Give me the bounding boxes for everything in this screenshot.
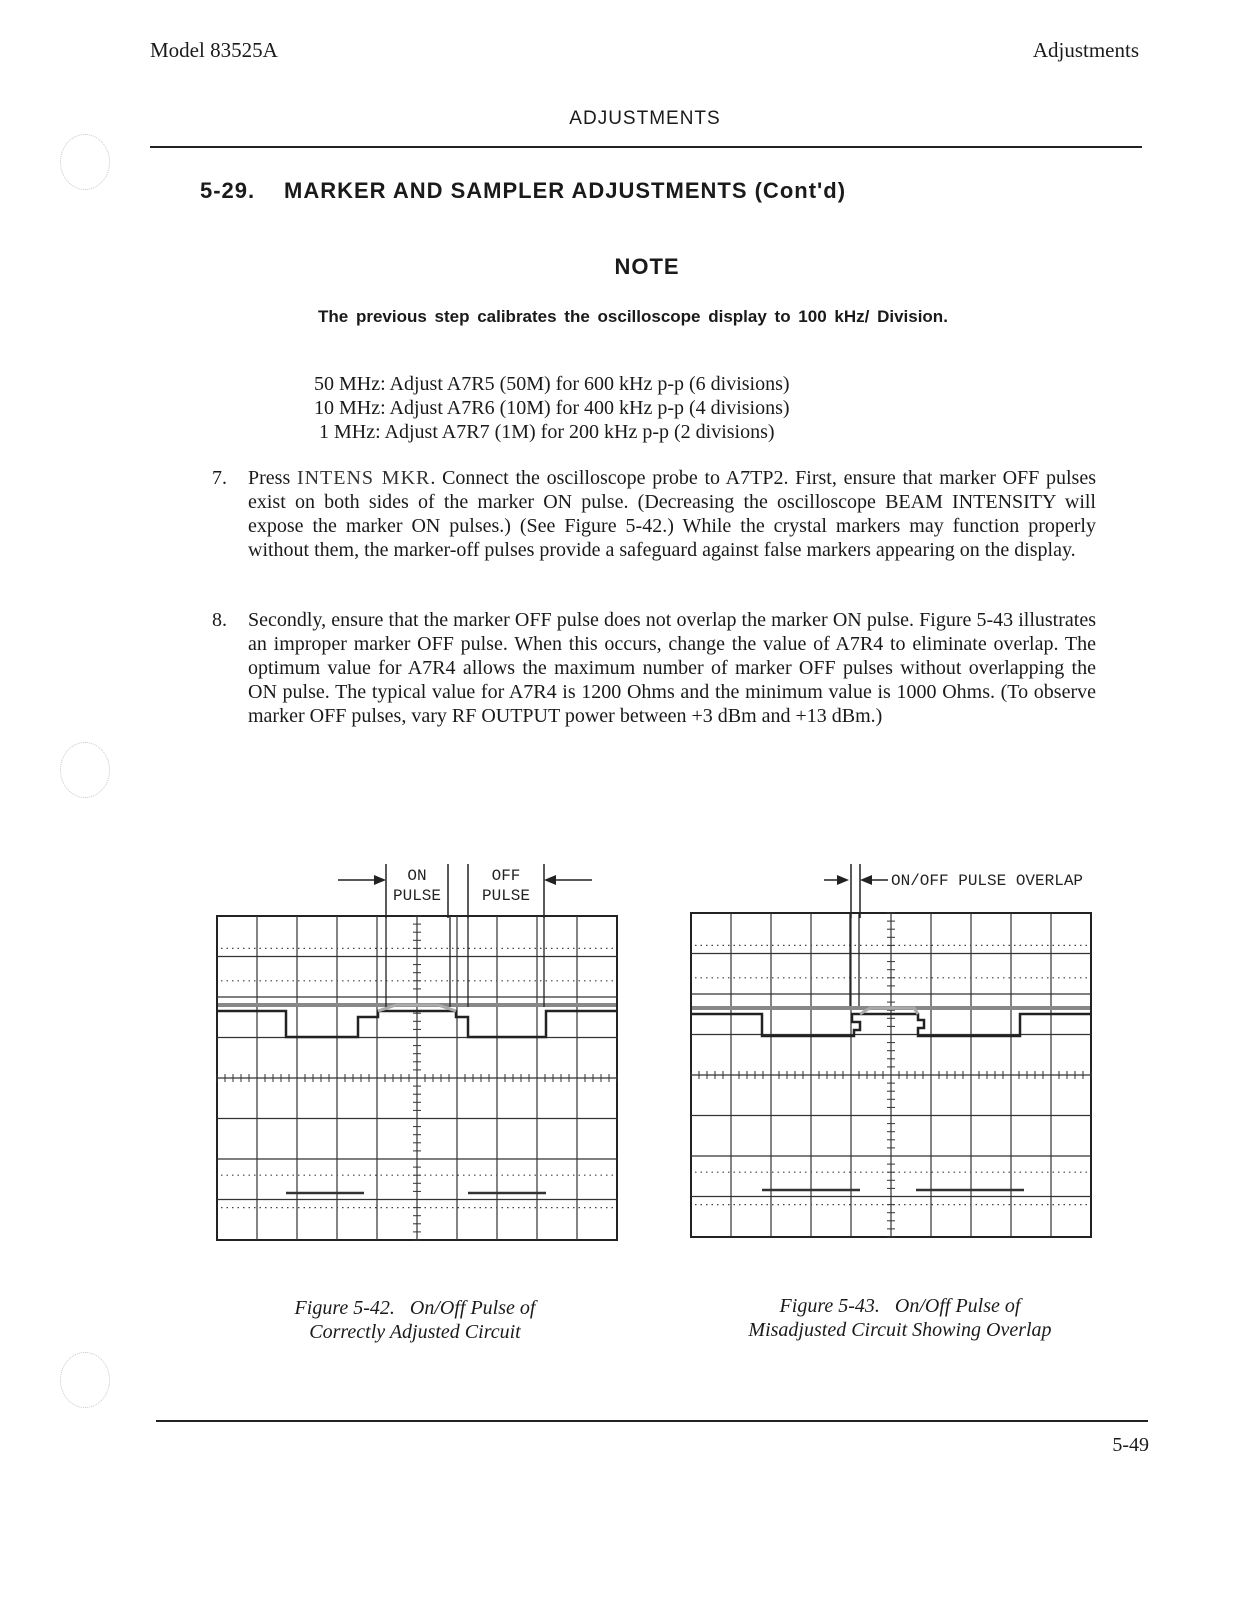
graticule (217, 916, 617, 1240)
figure-5-43-caption (700, 1294, 1100, 1342)
on-pulse-arrowhead (374, 875, 386, 885)
caption-line: Figure 5-42. On/Off Pulse of (294, 1297, 536, 1319)
step-number: 7. (212, 467, 227, 489)
running-header-model: Model 83525A (150, 38, 278, 62)
punch-hole-middle (60, 742, 110, 798)
page-number: 5-49 (1112, 1434, 1149, 1456)
adjustment-item: 10 MHz: Adjust A7R6 (10M) for 400 kHz p-p (4 divisions) (314, 397, 790, 419)
step-text-after: . Connect the oscilloscope probe to A7TP2. First, ensure that marker OFF pulses exist on both sides of the marker ON pulse. (Decreasing the oscilloscope BEAM INTENSITY will expose the marker ON pulses.) (See Figure 5-42.) While the crystal markers may function properly without them, the marker-off pulses provide a safeguard against false markers appearing on the display. (248, 467, 1096, 561)
on-label-top: ON (407, 867, 427, 885)
punch-hole-bottom (60, 1352, 110, 1408)
section-title: MARKER AND SAMPLER ADJUSTMENTS (Cont'd) (284, 178, 847, 203)
figure-5-43-oscilloscope (690, 912, 1092, 1238)
graticule (691, 913, 1091, 1237)
off-label-bottom: PULSE (481, 887, 531, 905)
footer-rule (156, 1420, 1148, 1422)
adjustment-item: 50 MHz: Adjust A7R5 (50M) for 600 kHz p-p (6 divisions) (314, 373, 790, 395)
on-pulse-guides (386, 915, 544, 1007)
step-number: 8. (212, 609, 227, 631)
intens-mkr-key: INTENS MKR (296, 467, 431, 489)
caption-line: Correctly Adjusted Circuit (309, 1321, 521, 1343)
figure-5-43-callout (820, 858, 1120, 918)
overlap-label: ON/OFF PULSE OVERLAP (891, 872, 1084, 890)
step-7 (212, 466, 1096, 562)
off-label-top: OFF (491, 867, 521, 885)
running-header-section: Adjustments (1032, 38, 1139, 62)
step-8 (212, 608, 1096, 728)
step-text-before: Press (248, 467, 297, 489)
on-label-bottom: PULSE (392, 887, 442, 905)
figure-5-42-callout (330, 858, 600, 918)
caption-line: Misadjusted Circuit Showing Overlap (748, 1319, 1052, 1341)
note-body: The previous step calibrates the oscilloscope display to 100 kHz/ Division. (318, 307, 948, 326)
figure-5-42-oscilloscope (216, 915, 618, 1241)
punch-hole-top (60, 134, 110, 190)
section-label: ADJUSTMENTS (569, 108, 721, 129)
section-heading (200, 178, 846, 204)
adjustment-list (314, 372, 790, 444)
caption-line: Figure 5-43. On/Off Pulse of (779, 1295, 1021, 1317)
step-text: Secondly, ensure that the marker OFF pulse does not overlap the marker ON pulse. Figure 5-43 illustrates an improper marker OFF pulse. When this occurs, change the value of A7R4 to eliminate overlap. The optimum value for A7R4 allows the maximum number of marker OFF pulses without overlapping the ON pulse. The typical value for A7R4 is 1200 Ohms and the minimum value is 1000 Ohms. (To observe marker OFF pulses, vary RF OUTPUT power between +3 dBm and +13 dBm.) (248, 609, 1096, 727)
note-title: NOTE (614, 254, 680, 279)
figure-5-42-caption (250, 1296, 580, 1344)
overlap-left-arrowhead (837, 875, 849, 885)
step-text (248, 466, 1096, 562)
header-rule (150, 146, 1142, 148)
adjustment-item: 1 MHz: Adjust A7R7 (1M) for 200 kHz p-p (2 divisions) (314, 421, 775, 443)
section-number: 5-29. (200, 178, 256, 203)
